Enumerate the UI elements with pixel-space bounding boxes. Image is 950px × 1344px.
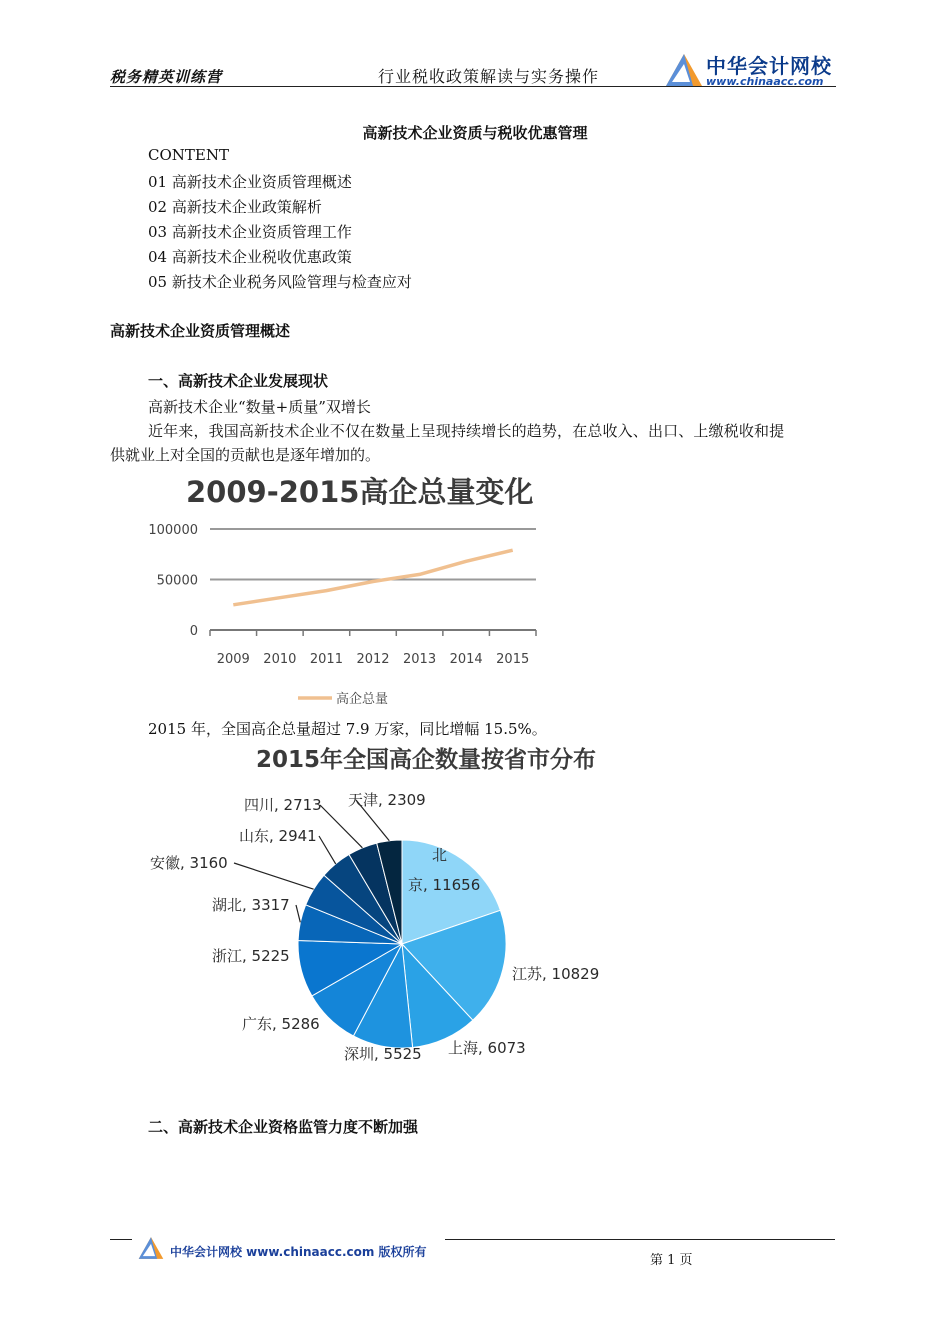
document-title: 高新技术企业资质与税收优惠管理 xyxy=(362,124,588,142)
x-tick-label: 2011 xyxy=(309,652,343,667)
toc-item: 03 高新技术企业资质管理工作 xyxy=(148,223,352,241)
legend-label: 高企总量 xyxy=(336,692,389,707)
paragraph: 近年来，我国高新技术企业不仅在数量上呈现持续增长的趋势，在总收入、出口、上缴税收和提 xyxy=(148,422,785,440)
leader-line xyxy=(234,863,314,889)
footer-rule xyxy=(110,1239,132,1240)
leader-line xyxy=(320,805,362,848)
pie-chart xyxy=(140,736,660,1076)
header-left-title: 税务精英训练营 xyxy=(110,68,223,86)
chinaacc-logo-icon xyxy=(662,50,706,90)
pie-data-label: 广东, 5286 xyxy=(242,1015,320,1033)
toc-item: 04 高新技术企业税收优惠政策 xyxy=(148,248,352,266)
subheading-2: 二、高新技术企业资格监管力度不断加强 xyxy=(148,1118,419,1136)
pie-data-label: 四川, 2713 xyxy=(244,796,322,814)
pie-data-label: 山东, 2941 xyxy=(239,827,317,845)
y-tick-label: 50000 xyxy=(156,573,198,589)
logo-name: 中华会计网校 xyxy=(706,54,832,78)
y-tick-label: 0 xyxy=(189,624,198,639)
x-tick-label: 2013 xyxy=(403,652,437,667)
pie-data-label: 深圳, 5525 xyxy=(344,1045,422,1063)
line-chart-title: 2009-2015高企总量变化 xyxy=(186,475,534,509)
footer-copyright: 中华会计网校 www.chinaacc.com 版权所有 xyxy=(170,1245,427,1259)
toc-item: 01 高新技术企业资质管理概述 xyxy=(148,173,352,191)
leader-line xyxy=(296,905,300,922)
pie-data-label: 京, 11656 xyxy=(408,876,481,894)
pie-chart-title: 2015年全国高企数量按省市分布 xyxy=(256,747,597,773)
paragraph: 供就业上对全国的贡献也是逐年增加的。 xyxy=(110,446,381,464)
x-tick-label: 2010 xyxy=(263,652,297,667)
pie-data-label: 北 xyxy=(432,846,448,864)
line-series-高企总量 xyxy=(233,550,512,605)
footer-logo-icon xyxy=(136,1234,166,1262)
section-title: 高新技术企业资质管理概述 xyxy=(110,322,291,340)
subheading-1: 一、高新技术企业发展现状 xyxy=(148,372,329,390)
x-tick-label: 2015 xyxy=(496,652,530,667)
logo-url: www.chinaacc.com xyxy=(706,75,824,88)
header-rule xyxy=(110,86,836,87)
pie-data-label: 浙江, 5225 xyxy=(212,947,290,965)
header-center-title: 行业税收政策解读与实务操作 xyxy=(378,67,600,86)
toc-heading: CONTENT xyxy=(148,146,229,164)
pie-data-label: 天津, 2309 xyxy=(348,791,426,809)
toc-item: 05 新技术企业税务风险管理与检查应对 xyxy=(148,273,412,291)
x-tick-label: 2012 xyxy=(356,652,390,667)
pie-data-label: 安徽, 3160 xyxy=(150,854,228,872)
pie-data-label: 湖北, 3317 xyxy=(212,896,290,914)
pie-data-label: 上海, 6073 xyxy=(448,1039,526,1057)
toc-item: 02 高新技术企业政策解析 xyxy=(148,198,322,216)
x-tick-label: 2014 xyxy=(449,652,483,667)
paragraph: 高新技术企业“数量+质量”双增长 xyxy=(148,398,371,416)
x-tick-label: 2009 xyxy=(216,652,250,667)
footer-rule xyxy=(445,1239,835,1240)
y-tick-label: 100000 xyxy=(148,523,198,538)
paragraph: 2015 年，全国高企总量超过 7.9 万家，同比增幅 15.5%。 xyxy=(148,720,547,738)
line-chart xyxy=(140,466,560,716)
page-number: 第 1 页 xyxy=(650,1253,693,1268)
pie-data-label: 江苏, 10829 xyxy=(512,965,600,983)
leader-line xyxy=(319,836,336,864)
